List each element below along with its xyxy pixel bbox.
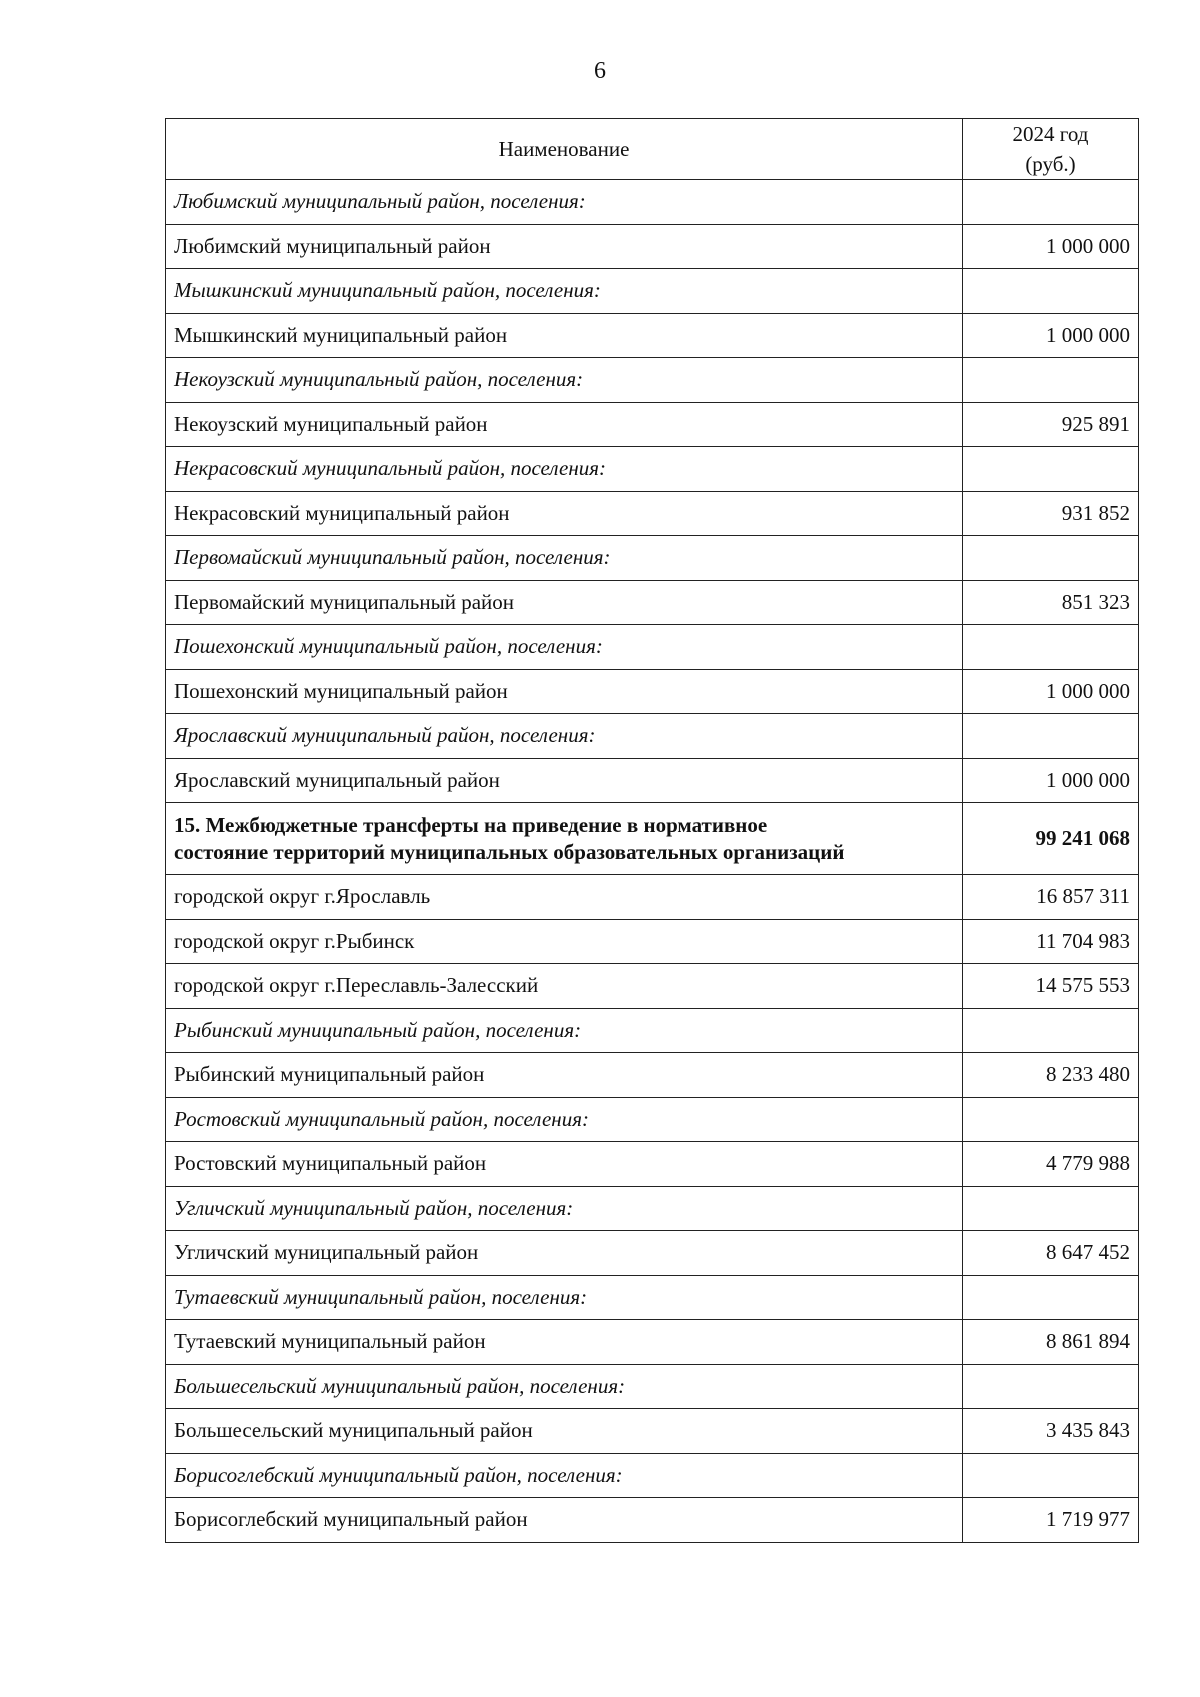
section-total: 99 241 068 bbox=[963, 803, 1139, 875]
group-label: Первомайский муниципальный район, поселения: bbox=[166, 536, 963, 581]
page-number: 6 bbox=[594, 58, 606, 84]
header-value-year: 2024 год bbox=[1012, 122, 1089, 146]
row-name: Большесельский муниципальный район bbox=[166, 1409, 963, 1454]
row-value: 8 861 894 bbox=[963, 1320, 1139, 1365]
row-name: городской округ г.Ярославль bbox=[166, 875, 963, 920]
row-name: Некоузский муниципальный район bbox=[166, 402, 963, 447]
row-value bbox=[963, 1097, 1139, 1142]
table-row bbox=[166, 669, 1139, 714]
row-value: 1 000 000 bbox=[963, 313, 1139, 358]
header-name: Наименование bbox=[166, 119, 963, 180]
table-group-row bbox=[166, 714, 1139, 759]
row-name: Рыбинский муниципальный район bbox=[166, 1053, 963, 1098]
row-value bbox=[963, 536, 1139, 581]
table-row bbox=[166, 224, 1139, 269]
row-name: Мышкинский муниципальный район bbox=[166, 313, 963, 358]
table-row bbox=[166, 491, 1139, 536]
group-label: Пошехонский муниципальный район, поселения: bbox=[166, 625, 963, 670]
row-name: Ярославский муниципальный район bbox=[166, 758, 963, 803]
table-group-row bbox=[166, 1008, 1139, 1053]
group-label: Угличский муниципальный район, поселения: bbox=[166, 1186, 963, 1231]
row-name: городской округ г.Рыбинск bbox=[166, 919, 963, 964]
budget-table bbox=[165, 118, 1139, 1543]
table-row bbox=[166, 964, 1139, 1009]
table-row bbox=[166, 1409, 1139, 1454]
row-value: 14 575 553 bbox=[963, 964, 1139, 1009]
row-name: Пошехонский муниципальный район bbox=[166, 669, 963, 714]
table-group-row bbox=[166, 1097, 1139, 1142]
row-value bbox=[963, 269, 1139, 314]
table-header-row bbox=[166, 119, 1139, 180]
row-name: Тутаевский муниципальный район bbox=[166, 1320, 963, 1365]
row-value: 925 891 bbox=[963, 402, 1139, 447]
table-row bbox=[166, 875, 1139, 920]
table-row bbox=[166, 1320, 1139, 1365]
row-value: 16 857 311 bbox=[963, 875, 1139, 920]
row-value bbox=[963, 1364, 1139, 1409]
row-value: 1 000 000 bbox=[963, 758, 1139, 803]
table-row bbox=[166, 313, 1139, 358]
group-label: Мышкинский муниципальный район, поселения: bbox=[166, 269, 963, 314]
table-row bbox=[166, 758, 1139, 803]
row-value: 11 704 983 bbox=[963, 919, 1139, 964]
row-name: Первомайский муниципальный район bbox=[166, 580, 963, 625]
row-name: Борисоглебский муниципальный район bbox=[166, 1498, 963, 1543]
table-group-row bbox=[166, 1364, 1139, 1409]
row-value: 4 779 988 bbox=[963, 1142, 1139, 1187]
table-row bbox=[166, 402, 1139, 447]
table-group-row bbox=[166, 1275, 1139, 1320]
table-group-row bbox=[166, 625, 1139, 670]
row-value bbox=[963, 358, 1139, 403]
group-label: Ярославский муниципальный район, поселения: bbox=[166, 714, 963, 759]
row-name: Ростовский муниципальный район bbox=[166, 1142, 963, 1187]
table-group-row bbox=[166, 358, 1139, 403]
row-value: 851 323 bbox=[963, 580, 1139, 625]
table-row bbox=[166, 1053, 1139, 1098]
table-group-row bbox=[166, 1186, 1139, 1231]
table-row bbox=[166, 580, 1139, 625]
row-value bbox=[963, 1275, 1139, 1320]
row-value: 3 435 843 bbox=[963, 1409, 1139, 1454]
row-value bbox=[963, 180, 1139, 225]
table-group-row bbox=[166, 1453, 1139, 1498]
row-name: Некрасовский муниципальный район bbox=[166, 491, 963, 536]
table-section-row bbox=[166, 803, 1139, 875]
row-value bbox=[963, 1453, 1139, 1498]
row-value: 1 719 977 bbox=[963, 1498, 1139, 1543]
group-label: Большесельский муниципальный район, поселения: bbox=[166, 1364, 963, 1409]
row-name: Любимский муниципальный район bbox=[166, 224, 963, 269]
table-row bbox=[166, 1498, 1139, 1543]
section-title bbox=[166, 803, 963, 875]
row-value: 1 000 000 bbox=[963, 224, 1139, 269]
group-label: Ростовский муниципальный район, поселения: bbox=[166, 1097, 963, 1142]
table-group-row bbox=[166, 269, 1139, 314]
row-value bbox=[963, 447, 1139, 492]
table-group-row bbox=[166, 536, 1139, 581]
row-name: Угличский муниципальный район bbox=[166, 1231, 963, 1276]
row-value: 931 852 bbox=[963, 491, 1139, 536]
table-body bbox=[166, 180, 1139, 1543]
row-value: 8 647 452 bbox=[963, 1231, 1139, 1276]
table-row bbox=[166, 919, 1139, 964]
group-label: Любимский муниципальный район, поселения: bbox=[166, 180, 963, 225]
row-name: городской округ г.Переславль-Залесский bbox=[166, 964, 963, 1009]
table-row bbox=[166, 1231, 1139, 1276]
row-value bbox=[963, 625, 1139, 670]
row-value bbox=[963, 1186, 1139, 1231]
row-value bbox=[963, 1008, 1139, 1053]
group-label: Тутаевский муниципальный район, поселения: bbox=[166, 1275, 963, 1320]
table-group-row bbox=[166, 180, 1139, 225]
table-row bbox=[166, 1142, 1139, 1187]
row-value: 8 233 480 bbox=[963, 1053, 1139, 1098]
header-value bbox=[963, 119, 1139, 180]
table-group-row bbox=[166, 447, 1139, 492]
group-label: Борисоглебский муниципальный район, поселения: bbox=[166, 1453, 963, 1498]
row-value bbox=[963, 714, 1139, 759]
group-label: Рыбинский муниципальный район, поселения: bbox=[166, 1008, 963, 1053]
row-value: 1 000 000 bbox=[963, 669, 1139, 714]
group-label: Некоузский муниципальный район, поселения: bbox=[166, 358, 963, 403]
section-title-line2: состояние территорий муниципальных образовательных организаций bbox=[174, 839, 845, 864]
group-label: Некрасовский муниципальный район, поселения: bbox=[166, 447, 963, 492]
header-value-unit: (руб.) bbox=[1025, 152, 1076, 176]
section-title-line1: 15. Межбюджетные трансферты на приведение в нормативное bbox=[174, 812, 768, 837]
